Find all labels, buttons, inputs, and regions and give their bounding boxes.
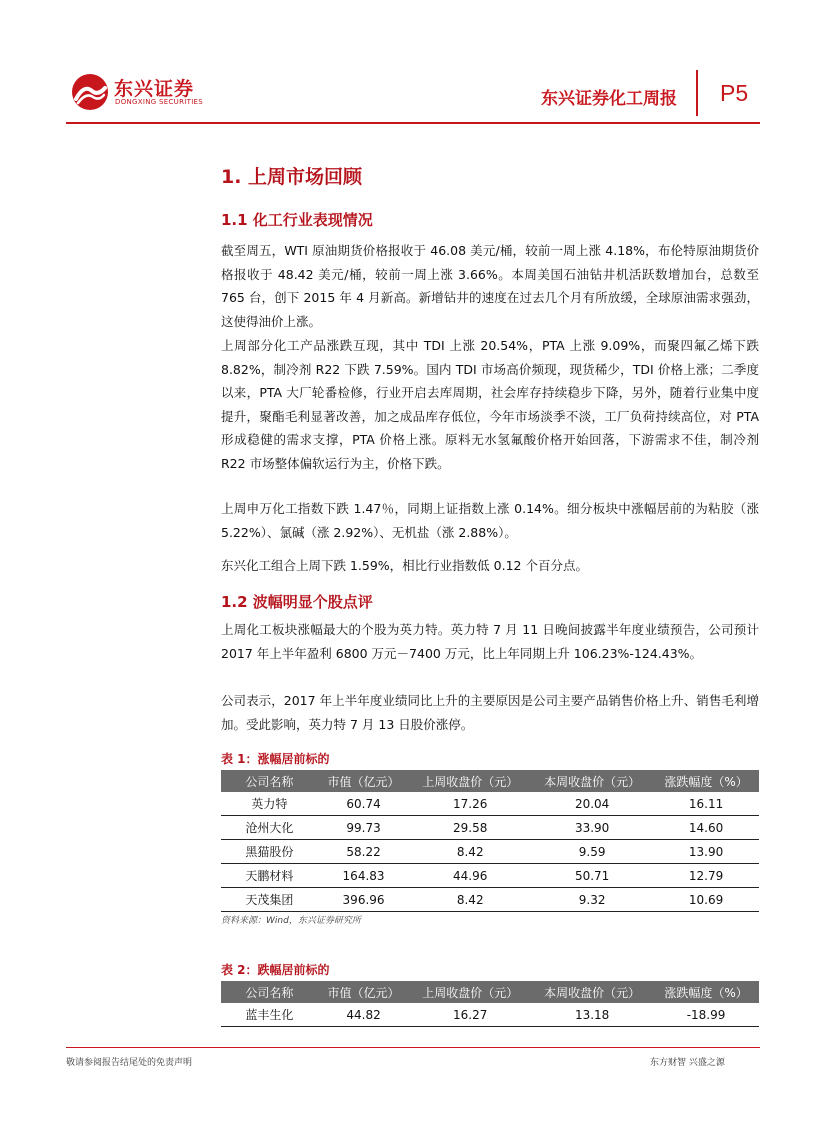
table-cell: 29.58 bbox=[409, 816, 531, 840]
table-cell: 8.42 bbox=[409, 888, 531, 912]
page-header bbox=[0, 0, 827, 130]
table-cell: 44.96 bbox=[409, 864, 531, 888]
report-title: 东兴证券化工周报 bbox=[541, 89, 677, 109]
table-cell: 99.73 bbox=[318, 816, 409, 840]
column-header: 本周收盘价（元） bbox=[531, 770, 653, 792]
section-heading: 1. 上周市场回顾 bbox=[221, 166, 363, 188]
column-header: 上周收盘价（元） bbox=[409, 770, 531, 792]
table-row bbox=[221, 888, 759, 912]
table-cell: 9.32 bbox=[531, 888, 653, 912]
table-cell: 16.11 bbox=[653, 792, 759, 816]
table-cell: 58.22 bbox=[318, 840, 409, 864]
column-header: 涨跌幅度（%） bbox=[653, 981, 759, 1003]
table-header-row bbox=[221, 770, 759, 792]
table-cell: 9.59 bbox=[531, 840, 653, 864]
footer-rule bbox=[66, 1047, 760, 1048]
logo-chinese-name: 东兴证券 bbox=[114, 78, 195, 100]
subsection-heading: 1.2 波幅明显个股点评 bbox=[221, 593, 373, 611]
losers-table bbox=[221, 981, 759, 1027]
subsection-heading: 1.1 化工行业表现情况 bbox=[221, 211, 373, 229]
column-header: 本周收盘价（元） bbox=[531, 981, 653, 1003]
table-caption: 表 2：跌幅居前标的 bbox=[221, 963, 330, 977]
table-cell: 8.42 bbox=[409, 840, 531, 864]
table-cell: 天鹏材料 bbox=[221, 864, 318, 888]
dongxing-logo-icon bbox=[70, 72, 110, 112]
table-cell: -18.99 bbox=[653, 1003, 759, 1027]
table-cell: 黑猫股份 bbox=[221, 840, 318, 864]
paragraph: 上周申万化工指数下跌 1.47％，同期上证指数上涨 0.14%。细分板块中涨幅居前的为粘胶（涨 5.22%）、氯碱（涨 2.92%）、无机盐（涨 2.88%）。 bbox=[221, 501, 759, 540]
table-header-row bbox=[221, 981, 759, 1003]
table-cell: 20.04 bbox=[531, 792, 653, 816]
table-cell: 44.82 bbox=[318, 1003, 409, 1027]
footer-slogan: 东方财智 兴盛之源 bbox=[650, 1058, 725, 1068]
table-cell: 12.79 bbox=[653, 864, 759, 888]
table-cell: 10.69 bbox=[653, 888, 759, 912]
table-cell: 17.26 bbox=[409, 792, 531, 816]
logo-english-name: DONGXING SECURITIES bbox=[115, 98, 204, 106]
header-divider bbox=[696, 70, 698, 116]
table-cell: 13.18 bbox=[531, 1003, 653, 1027]
footer-disclaimer-note: 敬请参阅报告结尾处的免责声明 bbox=[66, 1058, 193, 1068]
table-cell: 50.71 bbox=[531, 864, 653, 888]
header-rule bbox=[66, 122, 760, 124]
table-source-note: 资料来源：Wind，东兴证券研究所 bbox=[221, 916, 361, 926]
table-cell: 16.27 bbox=[409, 1003, 531, 1027]
table-cell: 396.96 bbox=[318, 888, 409, 912]
column-header: 公司名称 bbox=[221, 981, 318, 1003]
table-row bbox=[221, 1003, 759, 1027]
column-header: 市值（亿元） bbox=[318, 981, 409, 1003]
table-cell: 天茂集团 bbox=[221, 888, 318, 912]
table-row bbox=[221, 792, 759, 816]
table-row bbox=[221, 840, 759, 864]
table-cell: 14.60 bbox=[653, 816, 759, 840]
page-number: P5 bbox=[720, 80, 749, 106]
paragraph: 上周部分化工产品涨跌互现，其中 TDI 上涨 20.54%，PTA 上涨 9.09%，而聚四氟乙烯下跌 8.82%，制冷剂 R22 下跌 7.59%。国内 TDI 市场高价频现，现货稀少，TDI 价格上涨；二季度以来，PTA 大厂轮番检修，行业开启去库周期，社会库存持续稳步下降，另外，随着行业集中度提升，聚酯毛利显著改善，加之成品库存低位，今年市场淡季不淡，工厂负荷持续高位，对 PTA 形成稳健的需求支撑，PTA 价格上涨。原料无水氢氟酸价格开始回落，下游需求不佳，制冷剂 R22 市场整体偏软运行为主，价格下跌。 bbox=[221, 338, 759, 471]
table-cell: 60.74 bbox=[318, 792, 409, 816]
table-cell: 沧州大化 bbox=[221, 816, 318, 840]
paragraph: 截至周五，WTI 原油期货价格报收于 46.08 美元/桶，较前一周上涨 4.18%，布伦特原油期货价格报收于 48.42 美元/桶，较前一周上涨 3.66%。本周美国石油钻井机活跃数增加台，总数至 765 台，创下 2015 年 4 月新高。新增钻井的速度在过去几个月有所放缓，全球原油需求强劲，这使得油价上涨。 bbox=[221, 243, 759, 329]
table-caption: 表 1：涨幅居前标的 bbox=[221, 752, 330, 766]
paragraph: 公司表示，2017 年上半年度业绩同比上升的主要原因是公司主要产品销售价格上升、销售毛利增加。受此影响，英力特 7 月 13 日股价涨停。 bbox=[221, 693, 759, 732]
gainers-table bbox=[221, 770, 759, 912]
table-cell: 164.83 bbox=[318, 864, 409, 888]
table-row bbox=[221, 816, 759, 840]
company-logo bbox=[70, 72, 210, 116]
table-cell: 13.90 bbox=[653, 840, 759, 864]
table-row bbox=[221, 864, 759, 888]
column-header: 涨跌幅度（%） bbox=[653, 770, 759, 792]
column-header: 公司名称 bbox=[221, 770, 318, 792]
table-cell: 33.90 bbox=[531, 816, 653, 840]
column-header: 市值（亿元） bbox=[318, 770, 409, 792]
table-cell: 蓝丰生化 bbox=[221, 1003, 318, 1027]
paragraph: 上周化工板块涨幅最大的个股为英力特。英力特 7 月 11 日晚间披露半年度业绩预告，公司预计 2017 年上半年盈利 6800 万元－7400 万元，比上年同期上升 106.23%-124.43%。 bbox=[221, 622, 759, 661]
column-header: 上周收盘价（元） bbox=[409, 981, 531, 1003]
paragraph: 东兴化工组合上周下跌 1.59%，相比行业指数低 0.12 个百分点。 bbox=[221, 558, 588, 573]
table-cell: 英力特 bbox=[221, 792, 318, 816]
